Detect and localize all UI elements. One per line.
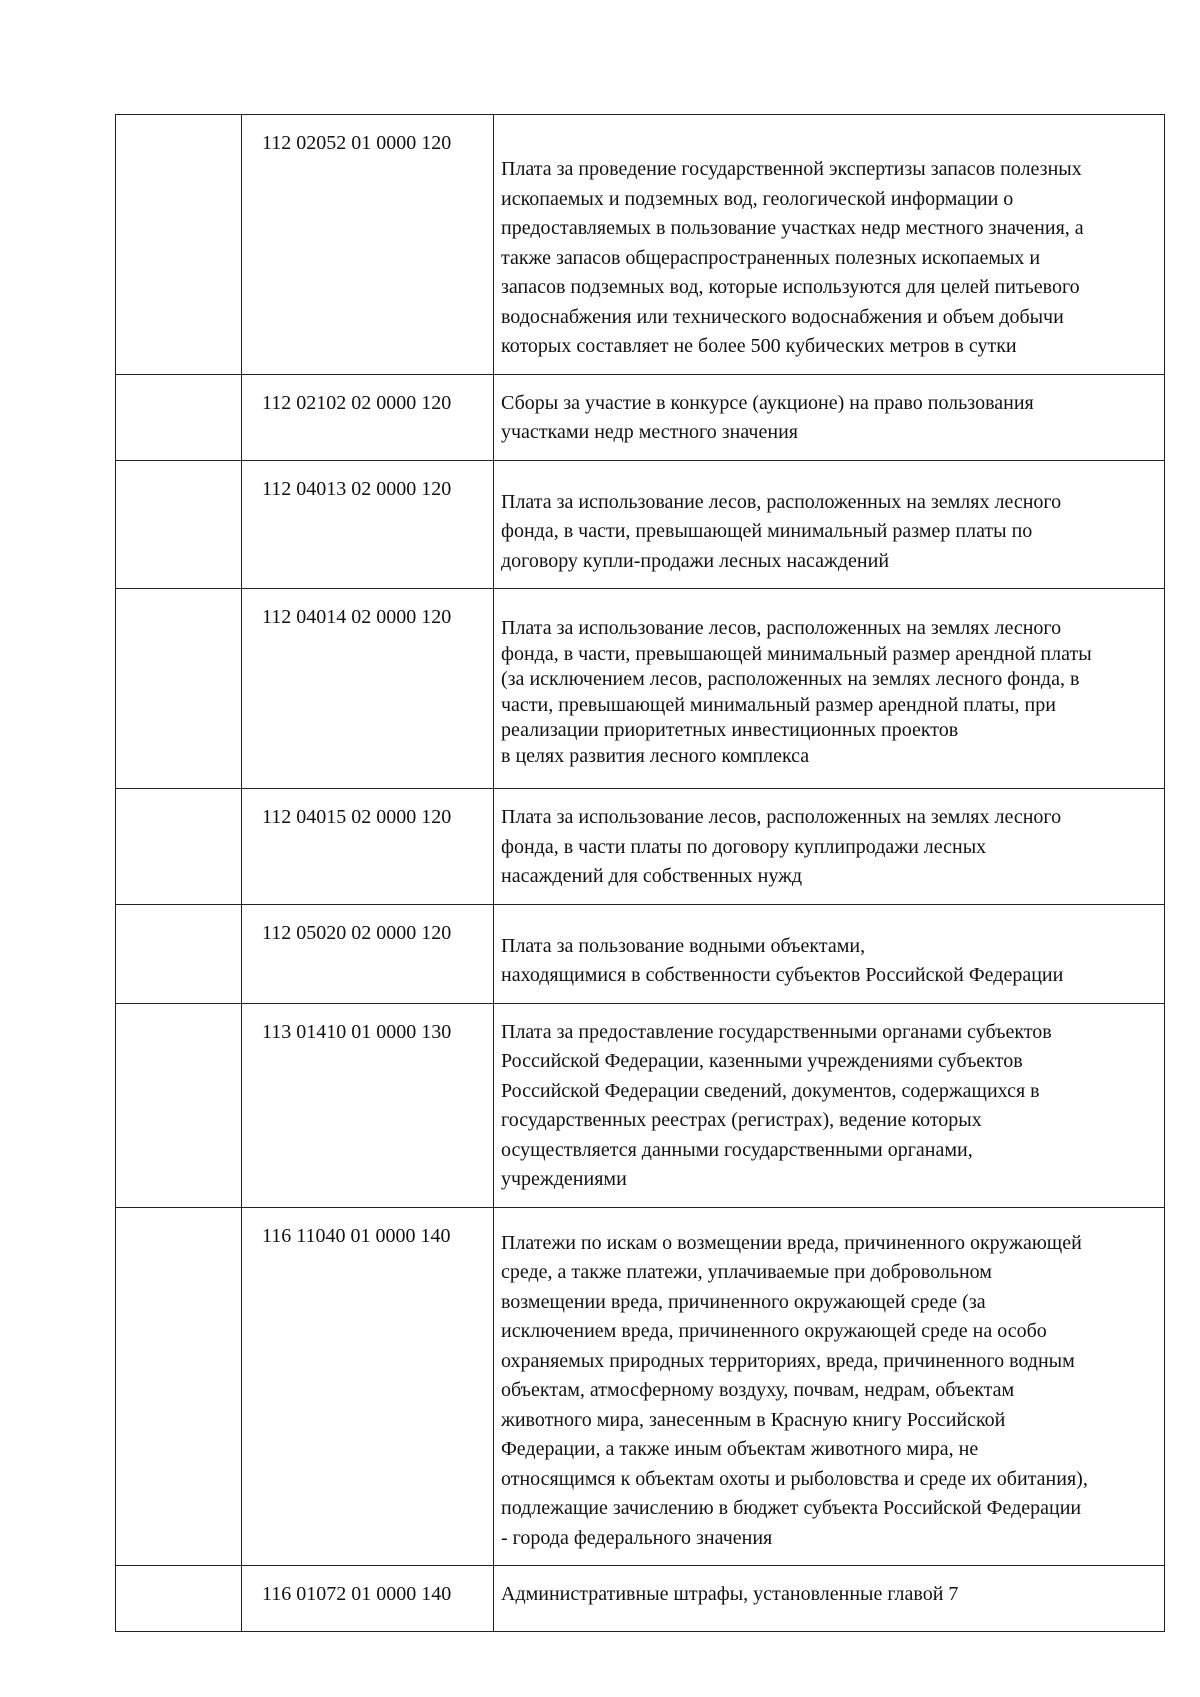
revenue-code: 116 11040 01 0000 140 [242, 1207, 494, 1566]
revenue-description [494, 589, 1165, 789]
description-text: Плата за использование лесов, расположенных на землях лесного фонда, в части платы по договору куплипродажи лесных насаждений для собственных нужд [501, 806, 1062, 887]
table-row [116, 115, 1165, 375]
revenue-code: 112 04014 02 0000 120 [242, 589, 494, 789]
description-text: Плата за использование лесов, расположенных на землях лесного фонда, в части, превышающей минимальный размер арендной платы (за исключением лесов, расположенных на землях лесного фонда, в части, превышающей минимальный размер арендной платы, при реализации приоритетных инвестиционных проектов в целях развития лесного комплекса [501, 617, 1092, 767]
blank-cell [116, 904, 242, 1003]
revenue-code: 116 01072 01 0000 140 [242, 1566, 494, 1632]
description-text: Административные штрафы, установленные главой 7 [501, 1583, 959, 1605]
description-text: Сборы за участие в конкурсе (аукционе) на право пользования участками недр местного значения [501, 391, 1034, 443]
table-row [116, 904, 1165, 1003]
description-text: Плата за предоставление государственными органами субъектов Российской Федерации, казенными учреждениями субъектов Российской Федерации сведений, документов, содержащихся в государственных реестрах (регистрах), ведение которых осуществляется данными государственными органами, учреждениями [501, 1020, 1052, 1190]
revenue-description [494, 115, 1165, 375]
description-text: Плата за использование лесов, расположенных на землях лесного фонда, в части, превышающей минимальный размер платы по договору купли-продажи лесных насаждений [501, 490, 1062, 572]
blank-cell [116, 1207, 242, 1566]
table-row [116, 1207, 1165, 1566]
revenue-code: 112 05020 02 0000 120 [242, 904, 494, 1003]
blank-cell [116, 115, 242, 375]
blank-cell [116, 589, 242, 789]
description-text: Плата за проведение государственной экспертизы запасов полезных ископаемых и подземных вод, геологической информации о предоставляемых в пользование участках недр местного значения, а также запасов общераспространенных полезных ископаемых и запасов подземных вод, которые используются для целей питьевого водоснабжения или технического водоснабжения и объем добычи которых составляет не более 500 кубических метров в сутки [501, 158, 1084, 357]
table-row [116, 374, 1165, 460]
table-row [116, 589, 1165, 789]
revenue-description [494, 789, 1165, 905]
description-text: Платежи по искам о возмещении вреда, причиненного окружающей среде, а также платежи, уплачиваемые при добровольном возмещении вреда, причиненного окружающей среде (за исключением вреда, причиненного окружающей среде на особо охраняемых природных территориях, вреда, причиненного водным объектам, атмосферному воздуху, почвам, недрам, объектам животного мира, занесенным в Красную книгу Российской Федерации, а также иным объектам животного мира, не относящимся к объектам охоты и рыболовства и среде их обитания), подлежащие зачислению в бюджет субъекта Российской Федерации - города федерального значения [501, 1231, 1088, 1549]
revenue-description [494, 1566, 1165, 1632]
description-text: Плата за пользование водными объектами, находящимися в собственности субъектов Российской Федерации [501, 934, 1064, 986]
blank-cell [116, 374, 242, 460]
table-row [116, 789, 1165, 905]
table-row [116, 1003, 1165, 1207]
revenue-description [494, 1003, 1165, 1207]
revenue-description [494, 460, 1165, 589]
revenue-code: 112 04015 02 0000 120 [242, 789, 494, 905]
table-row [116, 1566, 1165, 1632]
revenue-code: 113 01410 01 0000 130 [242, 1003, 494, 1207]
revenue-code: 112 02052 01 0000 120 [242, 115, 494, 375]
blank-cell [116, 1003, 242, 1207]
revenue-code: 112 04013 02 0000 120 [242, 460, 494, 589]
blank-cell [116, 789, 242, 905]
revenue-description [494, 1207, 1165, 1566]
table-row [116, 460, 1165, 589]
revenue-code: 112 02102 02 0000 120 [242, 374, 494, 460]
blank-cell [116, 460, 242, 589]
revenue-codes-table [115, 114, 1165, 1632]
revenue-description [494, 374, 1165, 460]
blank-cell [116, 1566, 242, 1632]
revenue-description [494, 904, 1165, 1003]
